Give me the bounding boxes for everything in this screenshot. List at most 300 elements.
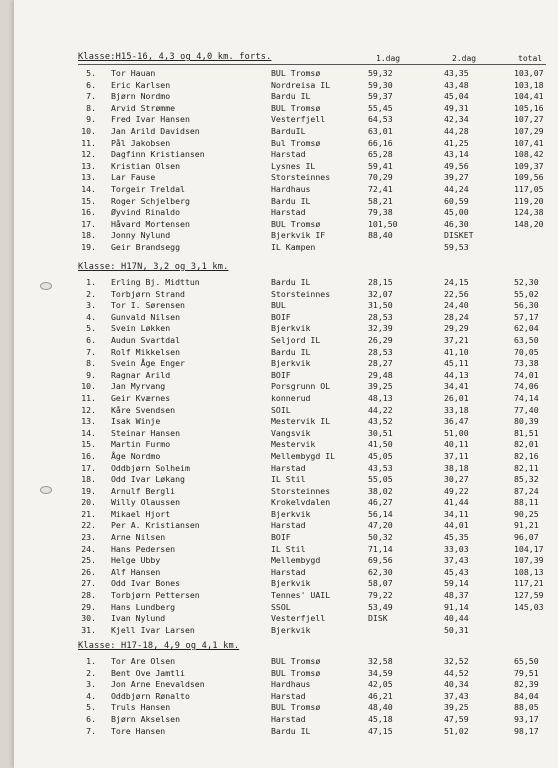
total-time: 74,06 [514,381,539,392]
place-number: 7. [86,346,96,357]
day2-time: DISKET [444,230,474,241]
place-number: 10. [81,125,96,136]
place-number: 20. [81,497,96,508]
place-number: 6. [86,334,96,345]
result-row [78,207,558,219]
column-header-day1: 1.dag [376,54,401,63]
runner-name: Arvid Strømme [111,102,176,113]
runner-name: Pål Jakobsen [111,137,171,148]
result-row [78,103,558,115]
place-number: 19. [81,241,96,252]
total-time: 117,21 [514,578,544,589]
runner-name: Truls Hansen [111,702,171,713]
result-row [78,91,558,103]
total-time: 57,17 [514,311,539,322]
day1-time: 59,41 [368,160,393,171]
day1-time: 53,49 [368,601,393,612]
day2-time: 47,59 [444,713,469,724]
day2-time: 45,11 [444,358,469,369]
runner-name: Odd Ivar Løkang [111,474,185,485]
day1-time: 30,51 [368,427,393,438]
result-row [78,625,558,637]
day1-time: 70,29 [368,172,393,183]
result-row [78,555,558,567]
place-number: 27. [81,578,96,589]
club-name: Krokelvdalen [271,497,331,508]
day1-time: 59,32 [368,68,393,78]
place-number: 9. [86,369,96,380]
result-row [78,416,558,428]
club-name: Harstad [271,520,306,531]
place-number: 8. [86,358,96,369]
total-time: 104,17 [514,543,544,554]
day1-time: DISK [368,613,388,624]
club-name: Mestervik [271,439,316,450]
total-time: 108,13 [514,566,544,577]
place-number: 5. [86,68,96,78]
place-number: 22. [81,520,96,531]
day1-time: 29,48 [368,369,393,380]
results-table [78,277,558,636]
total-time: 107,27 [514,114,544,125]
day2-time: 43,35 [444,68,469,78]
club-name: Storsteinnes [271,485,331,496]
day1-time: 43,52 [368,416,393,427]
runner-name: Kåre Svendsen [111,404,176,415]
result-row [78,149,558,161]
place-number: 6. [86,79,96,90]
result-row [78,567,558,579]
day1-time: 43,53 [368,462,393,473]
day2-time: 37,21 [444,334,469,345]
place-number: 16. [81,450,96,461]
total-time: 107,39 [514,555,544,566]
result-row [78,184,558,196]
place-number: 7. [86,725,96,736]
place-number: 4. [86,311,96,322]
runner-name: Audun Svartdal [111,334,181,345]
result-row [78,578,558,590]
club-name: BOIF [271,311,291,322]
place-number: 9. [86,114,96,125]
runner-name: Mikael Hjort [111,508,171,519]
result-row [78,520,558,532]
place-number: 7. [86,91,96,102]
day1-time: 65,28 [368,149,393,160]
club-name: Mellembygd [271,555,321,566]
day1-time: 39,25 [368,381,393,392]
club-name: Harstad [271,462,306,473]
runner-name: Dagfinn Kristiansen [111,149,205,160]
total-time: 62,04 [514,323,539,334]
day2-time: 41,10 [444,346,469,357]
runner-name: Odd Ivar Bones [111,578,181,589]
place-number: 31. [81,624,96,635]
club-name: Hardhaus [271,679,311,690]
day1-time: 45,18 [368,713,393,724]
place-number: 2. [86,288,96,299]
total-time: 108,42 [514,149,544,160]
runner-name: Hans Pedersen [111,543,176,554]
club-name: Bjerkvik [271,508,311,519]
day2-time: 34,41 [444,381,469,392]
runner-name: Erling Bj. Midttun [111,277,200,287]
day2-time: 51,00 [444,427,469,438]
day2-time: 39,27 [444,172,469,183]
day1-time: 48,40 [368,702,393,713]
punch-hole [40,486,52,494]
club-name: Porsgrunn OL [271,381,331,392]
result-row [78,590,558,602]
total-time: 73,38 [514,358,539,369]
club-name: BOIF [271,369,291,380]
result-row [78,532,558,544]
club-name: Storsteinnes [271,172,331,183]
club-name: Harstad [271,207,306,218]
club-name: IL Stil [271,474,306,485]
result-row [78,126,558,138]
total-time: 103,07 [514,68,544,78]
day1-time: 42,05 [368,679,393,690]
runner-name: Bent Ove Jamtli [111,667,185,678]
runner-name: Martin Furmo [111,439,171,450]
club-name: Bardu IL [271,91,311,102]
total-time: 52,30 [514,277,539,287]
day1-time: 69,56 [368,555,393,566]
day1-time: 55,05 [368,474,393,485]
header-rule [78,64,546,65]
place-number: 5. [86,702,96,713]
day1-time: 58,07 [368,578,393,589]
place-number: 14. [81,427,96,438]
results-section-h17-18 [78,641,558,737]
day1-time: 28,27 [368,358,393,369]
punch-hole [40,282,52,290]
day1-time: 88,40 [368,230,393,241]
club-name: BUL Tromsø [271,702,321,713]
club-name: konnerud [271,392,311,403]
result-row [78,370,558,382]
total-time: 145,03 [514,601,544,612]
day2-time: 50,31 [444,624,469,635]
day2-time: 43,14 [444,149,469,160]
place-number: 12. [81,404,96,415]
day2-time: 46,30 [444,218,469,229]
club-name: BarduIL [271,125,306,136]
results-table [78,68,558,254]
day2-time: 44,01 [444,520,469,531]
day2-time: 45,00 [444,207,469,218]
day2-time: 44,28 [444,125,469,136]
day1-time: 79,38 [368,207,393,218]
result-row [78,428,558,440]
place-number: 5. [86,323,96,334]
result-row [78,277,558,289]
place-number: 18. [81,474,96,485]
club-name: Harstad [271,690,306,701]
place-number: 15. [81,195,96,206]
result-row [78,474,558,486]
result-row [78,668,558,680]
club-name: BOIF [271,532,291,543]
runner-name: Jonny Nylund [111,230,171,241]
result-row [78,300,558,312]
runner-name: Jan Myrvang [111,381,166,392]
day1-time: 56,14 [368,508,393,519]
club-name: Storsteinnes [271,288,331,299]
place-number: 16. [81,207,96,218]
runner-name: Hans Lundberg [111,601,176,612]
day2-time: 49,56 [444,160,469,171]
club-name: BUL Tromsø [271,102,321,113]
day1-time: 47,15 [368,725,393,736]
runner-name: Gunvald Nilsen [111,311,181,322]
place-number: 8. [86,102,96,113]
total-time: 148,20 [514,218,544,229]
day1-time: 50,32 [368,532,393,543]
runner-name: Håvard Mortensen [111,218,190,229]
result-row [78,335,558,347]
runner-name: Åge Nordmo [111,450,161,461]
place-number: 19. [81,485,96,496]
place-number: 3. [86,679,96,690]
club-name: Bul Tromsø [271,137,321,148]
day1-time: 26,29 [368,334,393,345]
total-time: 93,17 [514,713,539,724]
result-row [78,405,558,417]
total-time: 98,17 [514,725,539,736]
place-number: 21. [81,508,96,519]
place-number: 25. [81,555,96,566]
runner-name: Ragnar Arild [111,369,171,380]
place-number: 17. [81,218,96,229]
total-time: 88,11 [514,497,539,508]
club-name: Hardhaus [271,183,311,194]
total-time: 91,21 [514,520,539,531]
runner-name: Jan Arild Davidsen [111,125,200,136]
day2-time: 38,18 [444,462,469,473]
runner-name: Tore Hansen [111,725,166,736]
day2-time: 22,56 [444,288,469,299]
result-row [78,230,558,242]
runner-name: Per A. Kristiansen [111,520,200,531]
total-time: 56,30 [514,300,539,311]
results-table [78,656,558,737]
result-row [78,138,558,150]
club-name: IL Kampen [271,241,316,252]
club-name: Bjerkvik [271,578,311,589]
day2-time: 91,14 [444,601,469,612]
day1-time: 45,05 [368,450,393,461]
total-time: 105,16 [514,102,544,113]
result-row [78,486,558,498]
total-time: 81,51 [514,427,539,438]
day2-time: 51,02 [444,725,469,736]
runner-name: Willy Olaussen [111,497,181,508]
total-time: 82,01 [514,439,539,450]
club-name: Bardu IL [271,195,311,206]
result-row [78,347,558,359]
day2-time: 44,52 [444,667,469,678]
total-time: 80,39 [514,416,539,427]
club-name: Lysnes IL [271,160,316,171]
total-time: 82,11 [514,462,539,473]
club-name: Harstad [271,149,306,160]
result-row [78,393,558,405]
day1-time: 79,22 [368,590,393,601]
result-row [78,613,558,625]
day2-time: 33,18 [444,404,469,415]
day2-time: 59,14 [444,578,469,589]
day2-time: 45,35 [444,532,469,543]
place-number: 26. [81,566,96,577]
total-time: 87,24 [514,485,539,496]
result-row [78,172,558,184]
place-number: 3. [86,300,96,311]
runner-name: Roger Schjelberg [111,195,190,206]
place-number: 11. [81,137,96,148]
total-time: 103,18 [514,79,544,90]
club-name: Tennes' UAIL [271,590,331,601]
result-row [78,381,558,393]
result-row [78,509,558,521]
club-name: Harstad [271,566,306,577]
day2-time: 29,29 [444,323,469,334]
total-time: 104,41 [514,91,544,102]
total-time: 124,38 [514,207,544,218]
column-header-day2: 2.dag [452,54,477,63]
runner-name: Oddbjørn Rønalto [111,690,190,701]
club-name: Vangsvik [271,427,311,438]
result-row [78,196,558,208]
result-row [78,323,558,335]
total-time: 74,14 [514,392,539,403]
result-row [78,219,558,231]
result-row [78,463,558,475]
day1-time: 28,53 [368,346,393,357]
day2-time: 44,24 [444,183,469,194]
day1-time: 31,50 [368,300,393,311]
place-number: 11. [81,392,96,403]
place-number: 1. [86,277,96,287]
day2-time: 34,11 [444,508,469,519]
day1-time: 28,15 [368,277,393,287]
day1-time: 66,16 [368,137,393,148]
total-time: 90,25 [514,508,539,519]
total-time: 127,59 [514,590,544,601]
day1-time: 59,30 [368,79,393,90]
day2-time: 37,11 [444,450,469,461]
day1-time: 72,41 [368,183,393,194]
day2-time: 37,43 [444,690,469,701]
day2-time: 60,59 [444,195,469,206]
runner-name: Eric Karlsen [111,79,171,90]
place-number: 13. [81,172,96,183]
day1-time: 48,13 [368,392,393,403]
day2-time: 40,34 [444,679,469,690]
runner-name: Tor Are Olsen [111,656,176,666]
runner-name: Helge Ubby [111,555,161,566]
runner-name: Bjørn Akselsen [111,713,181,724]
day1-time: 32,58 [368,656,393,666]
club-name: Mestervik IL [271,416,331,427]
day2-time: 49,31 [444,102,469,113]
day2-time: 49,22 [444,485,469,496]
day1-time: 59,37 [368,91,393,102]
section-title: Klasse: H17N, 3,2 og 3,1 km. [78,262,229,272]
total-time: 85,32 [514,474,539,485]
day2-time: 24,15 [444,277,469,287]
runner-name: Geir Kværnes [111,392,171,403]
total-time: 84,04 [514,690,539,701]
day1-time: 44,22 [368,404,393,415]
day1-time: 34,59 [368,667,393,678]
place-number: 10. [81,381,96,392]
total-time: 88,05 [514,702,539,713]
club-name: BUL Tromsø [271,218,321,229]
runner-name: Tor I. Sørensen [111,300,185,311]
total-time: 63,50 [514,334,539,345]
result-row [78,544,558,556]
runner-name: Geir Brandsegg [111,241,181,252]
result-row [78,602,558,614]
total-time: 96,07 [514,532,539,543]
result-row [78,439,558,451]
total-time: 65,50 [514,656,539,666]
result-row [78,714,558,726]
day1-time: 64,53 [368,114,393,125]
section-title: Klasse:H15-16, 4,3 og 4,0 km. forts. [78,52,272,62]
day1-time: 28,53 [368,311,393,322]
club-name: SSOL [271,601,291,612]
results-section-h17n [78,262,558,636]
place-number: 29. [81,601,96,612]
club-name: Bardu IL [271,277,311,287]
club-name: Vesterfjell [271,613,326,624]
club-name: Mellembygd IL [271,450,336,461]
club-name: Bardu IL [271,725,311,736]
club-name: Seljord IL [271,334,321,345]
place-number: 14. [81,183,96,194]
club-name: Bardu IL [271,346,311,357]
club-name: BUL Tromsø [271,68,321,78]
result-row [78,80,558,92]
result-row [78,358,558,370]
result-row [78,497,558,509]
day2-time: 41,44 [444,497,469,508]
runner-name: Torbjørn Pettersen [111,590,200,601]
day1-time: 38,02 [368,485,393,496]
runner-name: Steinar Hansen [111,427,181,438]
total-time: 74,01 [514,369,539,380]
day1-time: 101,50 [368,218,398,229]
total-time: 109,56 [514,172,544,183]
place-number: 12. [81,149,96,160]
club-name: BUL Tromsø [271,656,321,666]
runner-name: Bjørn Nordmo [111,91,171,102]
result-row [78,161,558,173]
club-name: Bjerkvik IF [271,230,326,241]
place-number: 24. [81,543,96,554]
club-name: Bjerkvik [271,624,311,635]
place-number: 30. [81,613,96,624]
day2-time: 42,34 [444,114,469,125]
runner-name: Kjell Ivar Larsen [111,624,195,635]
day2-time: 36,47 [444,416,469,427]
place-number: 28. [81,590,96,601]
total-time: 82,16 [514,450,539,461]
place-number: 4. [86,690,96,701]
